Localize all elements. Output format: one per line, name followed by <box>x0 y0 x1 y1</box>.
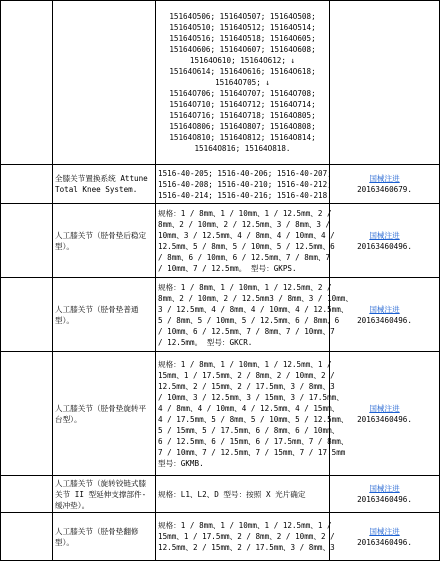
spec-line: 3 / 12.5mm、4 / 8mm、4 / 10mm、4 / 12.5mm、 <box>158 304 349 314</box>
spec-line: 15164O810; 15164O812; 15164O814; <box>169 133 316 142</box>
specification-cell <box>156 1 330 165</box>
index-cell <box>1 476 53 513</box>
registration-cell <box>330 204 440 278</box>
registration-authority-link[interactable]: 国械注进 <box>369 526 400 536</box>
spec-line: 8mm、2 / 10mm、2 / 12.5mm、3 / 8mm、3 / <box>158 219 331 229</box>
registration-number: 20163460496. <box>357 241 412 251</box>
table-row <box>1 476 440 513</box>
spec-line: 1516-40-214; 1516-40-216; 1516-40-218. <box>158 190 332 200</box>
registration-number: 20163460679. <box>357 185 412 194</box>
registration-authority-link[interactable]: 国械注进 <box>369 304 400 314</box>
product-name-cell: 人工膝关节（胫骨垫普通型）。 <box>53 278 156 352</box>
spec-line: 规格：1 / 8mm、1 / 10mm、1 / 12.5mm、2 / <box>158 208 332 218</box>
specification-cell <box>156 476 330 513</box>
product-name-cell: 人工膝关节（旋转铰链式膝关节 II 型延伸支撑部件-缓冲垫）。 <box>53 476 156 513</box>
registration-number: 20163460496. <box>357 315 412 325</box>
spec-line: 15mm、1 / 17.5mm、2 / 8mm、2 / 10mm、2 / <box>158 532 335 541</box>
spec-line: 15164O510; 15164O512; 15164O514; <box>169 23 316 32</box>
registration-cell <box>330 476 440 513</box>
spec-line: 规格：1 / 8mm、1 / 10mm、1 / 12.5mm、1 / <box>158 521 332 530</box>
spec-line: 15164O516; 15164O518; 15164O605; <box>169 34 316 43</box>
spec-line: 6 / 12.5mm、6 / 15mm、6 / 17.5mm、7 / 8mm、 <box>158 436 349 446</box>
spec-line: 4 / 17.5mm、5 / 8mm、5 / 10mm、5 / 12.5mm、 <box>158 414 349 424</box>
registration-authority-link[interactable]: 国械注进 <box>369 484 400 493</box>
spec-line: 规格：L1、L2、D 型号：按照 X 光片确定 <box>158 489 306 499</box>
spec-line: / 10mm、6 / 12.5mm、7 / 8mm、7 / 10mm、7 <box>158 326 335 336</box>
spec-line: 15164O614; 15164O616; 15164O618; <box>169 67 316 76</box>
registration-cell <box>330 1 440 165</box>
spec-line: 15164O710; 15164O712; 15164O714; <box>169 100 316 109</box>
index-cell <box>1 1 53 165</box>
spec-line: 5 / 8mm、5 / 10mm、5 / 12.5mm、6 / 8mm、6 <box>158 315 340 325</box>
index-cell <box>1 513 53 561</box>
table-row <box>1 513 440 561</box>
registration-number: 20163460496. <box>357 414 412 424</box>
spec-line: 15164O610; 15164O612; ↓ <box>189 56 296 65</box>
index-cell <box>1 204 53 278</box>
specification-cell <box>156 278 353 352</box>
spec-line: 8mm、2 / 10mm、2 / 12.5mm3 / 8mm、3 / 10mm、 <box>158 293 353 303</box>
product-name-cell: 人工膝关节（胫骨垫后稳定型）。 <box>53 204 156 278</box>
spec-line: 5 / 15mm、5 / 17.5mm、6 / 8mm、6 / 10mm、 <box>158 425 340 435</box>
spec-line: 12.5mm、5 / 8mm、5 / 10mm、5 / 12.5mm、6 <box>158 241 335 251</box>
registration-cell <box>330 165 440 204</box>
registration-cell <box>330 352 440 476</box>
table-row <box>1 204 440 278</box>
index-cell <box>1 352 53 476</box>
registration-cell <box>330 513 440 561</box>
table-row <box>1 278 440 352</box>
registration-authority-link[interactable]: 国械注进 <box>369 174 400 183</box>
spec-line: 15164O706; 15164O707; 15164O708; <box>169 89 316 98</box>
spec-line: 15mm、1 / 17.5mm、2 / 8mm、2 / 10mm、2 / <box>158 370 335 380</box>
registration-number: 20163460496. <box>357 537 412 547</box>
specification-cell <box>156 165 330 204</box>
registration-cell <box>330 278 440 352</box>
spec-line: 15164O506; 15164O507; 15164O508; <box>169 12 316 21</box>
spec-line: 规格：1 / 8mm、1 / 10mm、1 / 12.5mm、1 / <box>158 359 332 369</box>
product-name-cell: 人工膝关节（胫骨垫翻修型）。 <box>53 513 156 561</box>
spec-line: 型号：GKMB. <box>158 458 204 468</box>
spec-line: 15164O806; 15164O807; 15164O808; <box>169 122 316 131</box>
specification-cell <box>156 513 335 561</box>
spec-line: 12.5mm、2 / 15mm、2 / 17.5mm、3 / 8mm、3 <box>158 543 335 552</box>
registration-authority-link[interactable]: 国械注进 <box>369 403 400 413</box>
table-body <box>1 1 440 561</box>
spec-line: / 12.5mm。 型号：GKCR. <box>158 337 253 347</box>
spec-line: 1516-40-208; 1516-40-210; 1516-40-212; <box>158 179 332 189</box>
spec-line: 1516-40-205; 1516-40-206; 1516-40-207; <box>158 168 332 178</box>
spec-line: 15164O816; 15164O818. <box>194 144 291 153</box>
product-name-cell: 全膝关节置换系统 Attune Total Knee System. <box>53 165 156 204</box>
registration-number: 20163460496. <box>357 495 412 504</box>
table-row <box>1 352 440 476</box>
spec-line: 规格：1 / 8mm、1 / 10mm、1 / 12.5mm、2 / <box>158 282 332 292</box>
spec-line: 15164O716; 15164O718; 15164O805; <box>169 111 316 120</box>
spec-line: / 10mm、3 / 12.5mm、3 / 15mm、3 / 17.5mm、 <box>158 392 344 402</box>
product-name-cell: 人工膝关节（胫骨垫旋转平台型）。 <box>53 352 156 476</box>
specification-cell <box>156 352 349 476</box>
specification-cell <box>156 204 335 278</box>
spec-line: 7 / 10mm、7 / 12.5mm、7 / 15mm、7 / 17.5mm <box>158 447 346 457</box>
spec-line: 15164O606; 15164O607; 15164O608; <box>169 45 316 54</box>
table-row <box>1 1 440 165</box>
index-cell <box>1 278 53 352</box>
table-row <box>1 165 440 204</box>
spec-line: 10mm、3 / 12.5mm、4 / 8mm、4 / 10mm、4 / <box>158 230 335 240</box>
spec-line: 4 / 8mm、4 / 10mm、4 / 12.5mm、4 / 15mm、 <box>158 403 340 413</box>
spec-line: 15164O705; ↓ <box>215 78 270 87</box>
registration-authority-link[interactable]: 国械注进 <box>369 230 400 240</box>
spec-line: / 10mm、7 / 12.5mm。 型号：GKPS. <box>158 263 297 273</box>
index-cell <box>1 165 53 204</box>
product-name-cell <box>53 1 156 165</box>
spec-line: / 8mm、6 / 10mm、6 / 12.5mm、7 / 8mm、7 <box>158 252 331 262</box>
spec-line: 12.5mm、2 / 15mm、2 / 17.5mm、3 / 8mm、3 <box>158 381 335 391</box>
